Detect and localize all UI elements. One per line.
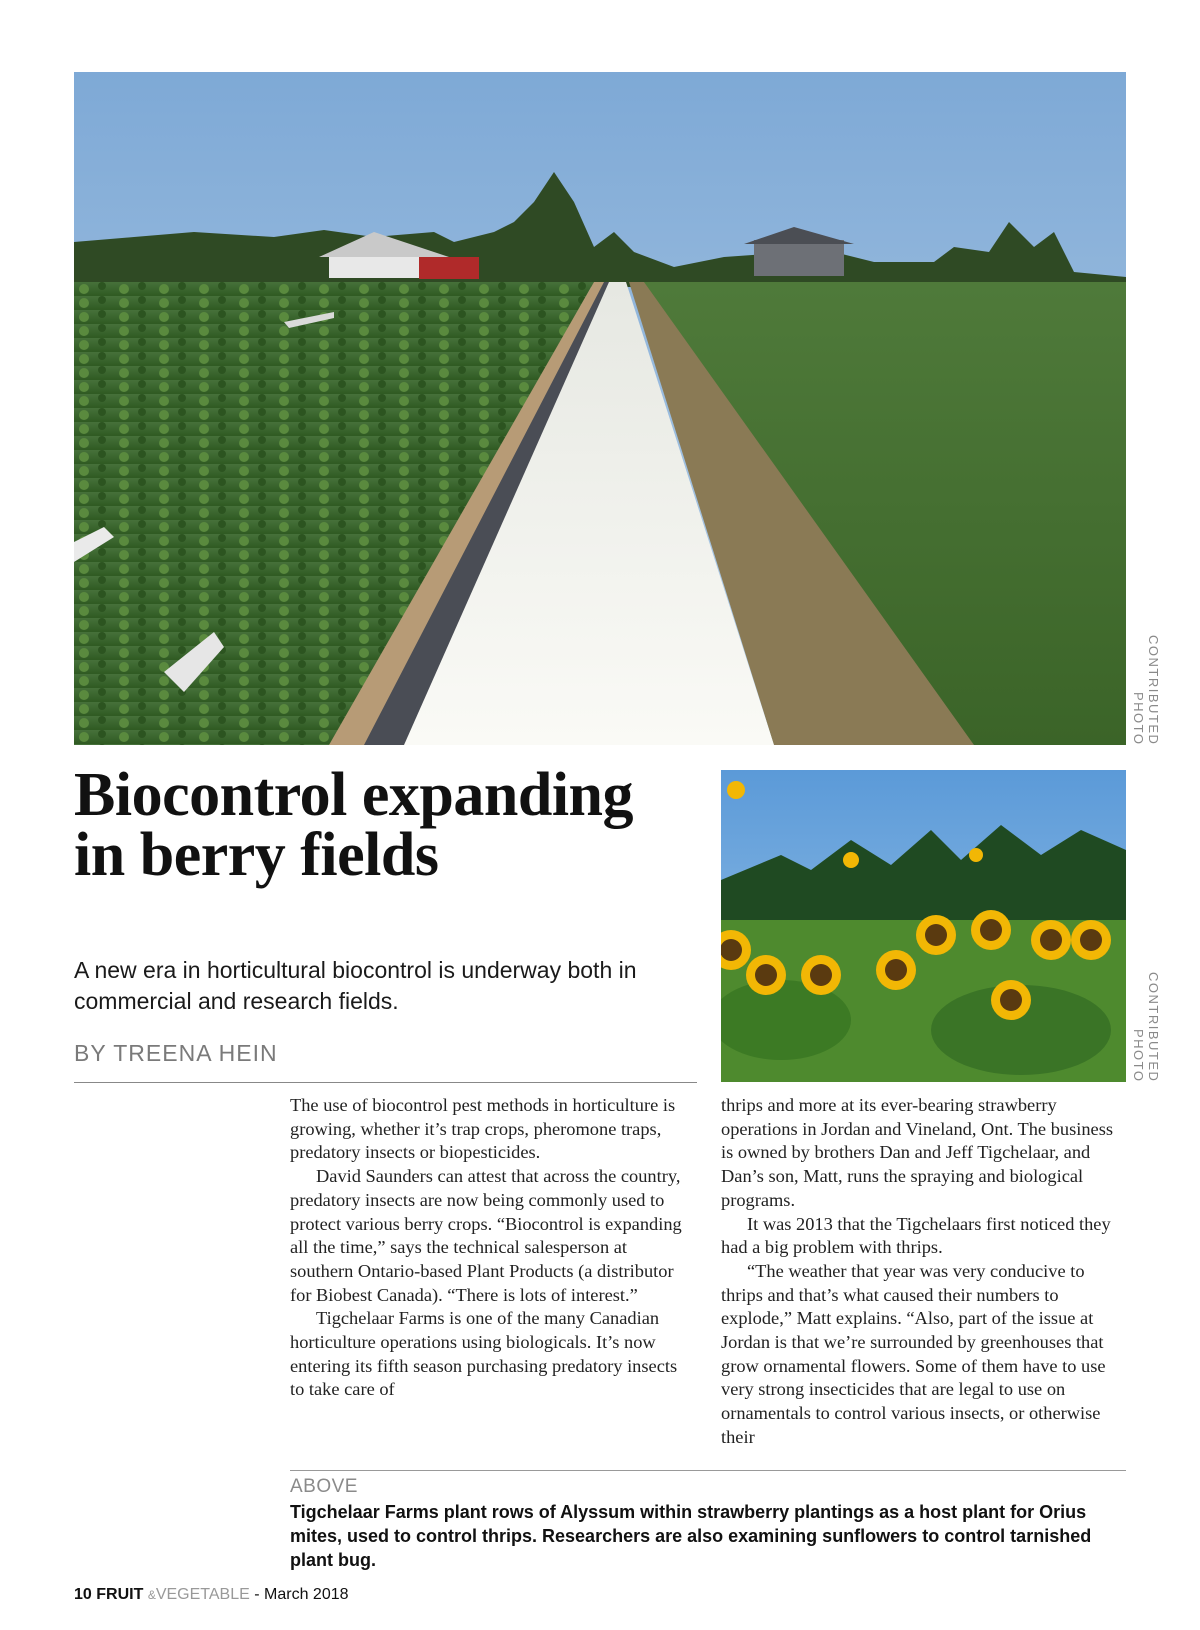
- page-footer: [74, 1586, 349, 1604]
- magazine-name-vegetable: VEGETABLE: [155, 1586, 250, 1603]
- sunflower-photo-credit: CONTRIBUTED PHOTO: [1131, 971, 1161, 1082]
- caption-label: ABOVE: [290, 1476, 358, 1497]
- article-column-1: [290, 1094, 685, 1402]
- byline: BY TREENA HEIN: [74, 1040, 278, 1066]
- byline-divider: [74, 1082, 697, 1083]
- sunflower-photo: [721, 770, 1126, 1082]
- paragraph: David Saunders can attest that across the country, predatory insects are now being commonly used to protect various berry crops. “Biocontrol is expanding all the time,” says the technical salesperson at southern Ontario-based Plant Products (a distributor for Biobest Canada). “There is lots of interest.”: [290, 1166, 682, 1305]
- caption-divider: [290, 1470, 1126, 1471]
- caption-text: Tigchelaar Farms plant rows of Alyssum within strawberry plantings as a host plant for Orius mites, used to control thrips. Researchers are also examining sunflowers to control tarnished plant bug.: [290, 1502, 1092, 1570]
- hero-photo: [74, 72, 1126, 745]
- issue-date: - March 2018: [249, 1586, 349, 1603]
- paragraph: It was 2013 that the Tigchelaars first noticed they had a big problem with thrips.: [721, 1213, 1111, 1258]
- page-number: 10: [74, 1586, 92, 1603]
- magazine-name-fruit: FRUIT: [96, 1586, 144, 1603]
- article-dek: A new era in horticultural biocontrol is underway both in commercial and research fields.: [74, 957, 637, 1014]
- magazine-name-amp: &: [147, 1588, 156, 1602]
- paragraph: Tigchelaar Farms is one of the many Canadian horticulture operations using biologicals. It’s now entering its fifth season purchasing predatory insects to take care of: [290, 1308, 678, 1400]
- paragraph: The use of biocontrol pest methods in horticulture is growing, whether it’s trap crops, pheromone traps, predatory insects or biopesticides.: [290, 1095, 676, 1163]
- paragraph: thrips and more at its ever-bearing strawberry operations in Jordan and Vineland, Ont. The business is owned by brothers Dan and Jeff Tigchelaar, and Dan’s son, Matt, runs the spraying and biological programs.: [721, 1095, 1114, 1210]
- paragraph: “The weather that year was very conducive to thrips and that’s what caused their numbers to explode,” Matt explains. “Also, part of the issue at Jordan is that we’re surrounded by greenhouses that grow ornamental flowers. Some of them have to use very strong insecticides that are legal to use on ornamentals to control various insects, or otherwise their: [721, 1260, 1106, 1447]
- hero-photo-credit: CONTRIBUTED PHOTO: [1131, 634, 1161, 745]
- article-column-2: [721, 1094, 1116, 1450]
- title-line-2: in berry fields: [74, 821, 439, 889]
- title-line-1: Biocontrol expanding: [74, 761, 634, 829]
- article-title: [74, 761, 714, 889]
